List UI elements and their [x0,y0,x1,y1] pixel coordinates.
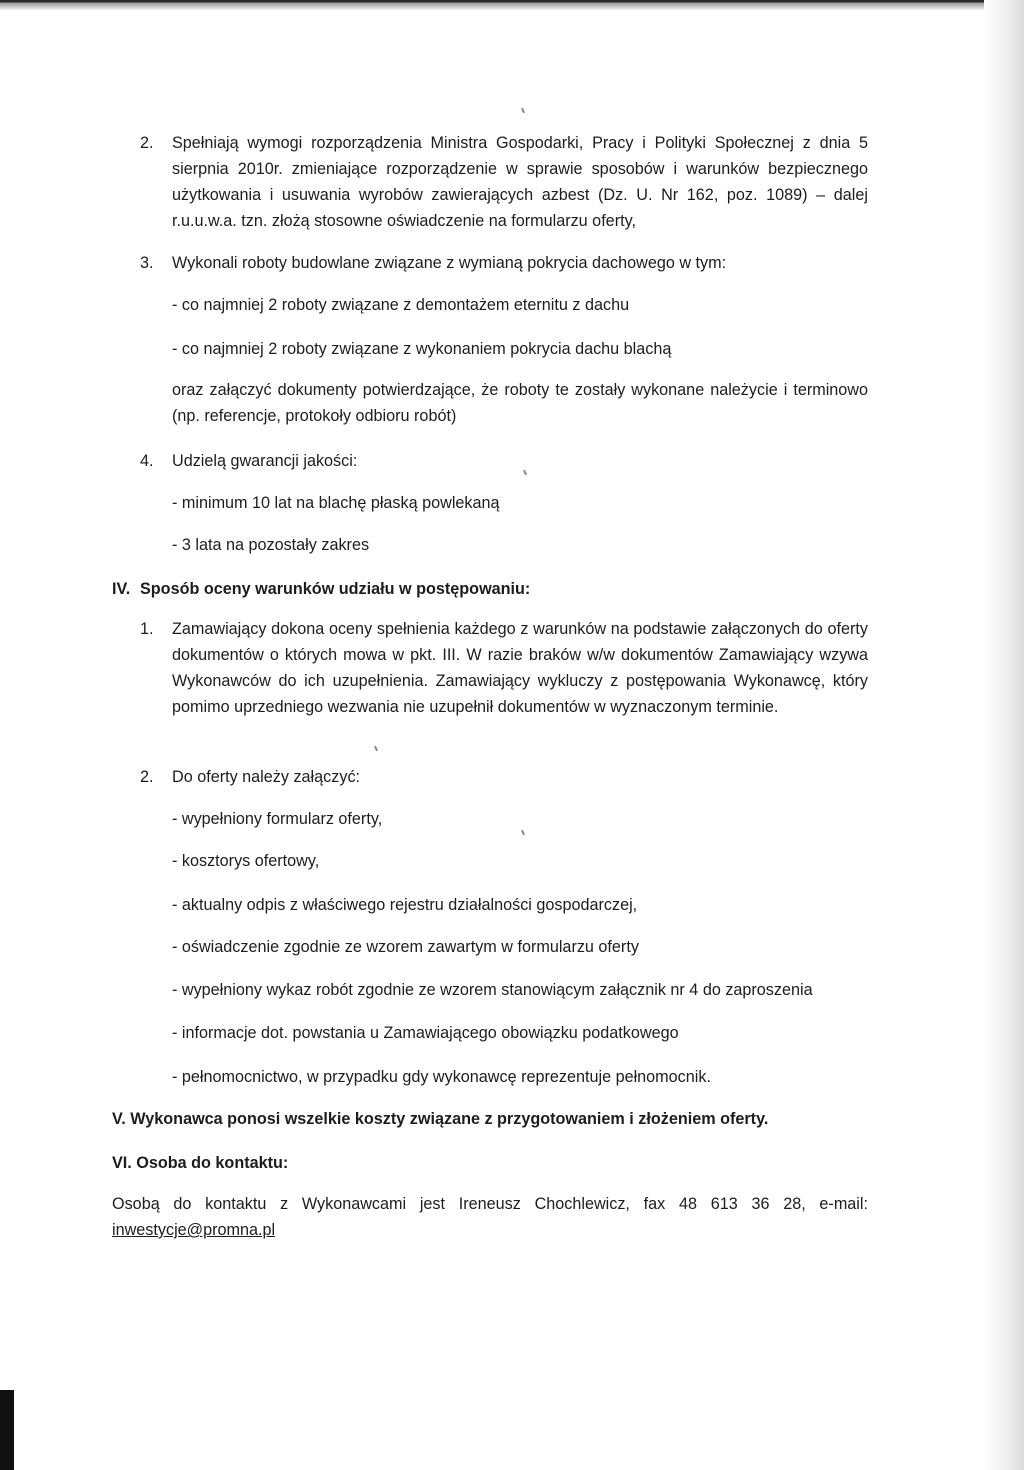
sub-item: - aktualny odpis z właściwego rejestru działalności gospodarczej, [172,896,638,914]
item-note: oraz załączyć dokumenty potwierdzające, że roboty te zostały wykonane należycie i terminowo (np. referencje, protokoły odbioru robót) [172,381,868,425]
sub-item: - wypełniony formularz oferty, [172,810,383,828]
item-number: 2. [140,134,154,152]
item-text: Udzielą gwarancji jakości: [172,452,358,470]
sub-item: - oświadczenie zgodnie ze wzorem zawartym w formularzu oferty [172,938,639,956]
item-text: Do oferty należy załączyć: [172,768,361,786]
sub-item: - 3 lata na pozostały zakres [172,536,370,554]
section-numeral: IV. [112,580,131,598]
item-number: 2. [140,768,154,786]
item-number: 1. [140,620,154,638]
scan-speck [521,108,525,113]
sub-item: - wypełniony wykaz robót zgodnie ze wzorem stanowiącym załącznik nr 4 do zaproszenia [172,981,813,999]
scan-speck [374,746,378,751]
sub-item: - minimum 10 lat na blachę płaską powlekaną [172,494,500,512]
contact-email-link[interactable]: inwestycje@promna.pl [112,1221,276,1239]
sub-item: - kosztorys ofertowy, [172,852,320,870]
contact-text: Osobą do kontaktu z Wykonawcami jest Ireneusz Chochlewicz, fax 48 613 36 28, e-mail: [112,1195,868,1213]
item-text: Zamawiający dokona oceny spełnienia każdego z warunków na podstawie załączonych do oferty dokumentów o których mowa w pkt. III. W razie braków w/w dokumentów Zamawiający wzywa Wykonawców do ich uzupełnienia. Zamawiający wykluczy z postępowania Wykonawcę, który pomimo uprzedniego wezwania nie uzupełnił dokumentów w wyznaczonym terminie. [172,620,868,716]
section-vi-title: VI. Osoba do kontaktu: [112,1154,289,1172]
section-title: Sposób oceny warunków udziału w postępowaniu: [140,580,531,598]
item-text: Spełniają wymogi rozporządzenia Ministra Gospodarki, Pracy i Polityki Społecznej z dnia 5 sierpnia 2010r. zmieniające rozporządzenie w sprawie sposobów i warunków bezpiecznego użytkowania i usuwania wyrobów zawierających azbest (Dz. U. Nr 162, poz. 1089) – dalej r.u.u.w.a. tzn. złożą stosowne oświadczenie na formularzu oferty, [172,134,868,230]
sub-item: - informacje dot. powstania u Zamawiającego obowiązku podatkowego [172,1024,679,1042]
section-v-text: V. Wykonawca ponosi wszelkie koszty związane z przygotowaniem i złożeniem oferty. [112,1110,769,1128]
sub-item: - co najmniej 2 roboty związane z wykonaniem pokrycia dachu blachą [172,340,672,358]
item-number: 3. [140,254,154,272]
sub-item: - pełnomocnictwo, w przypadku gdy wykonawcę reprezentuje pełnomocnik. [172,1068,711,1086]
sub-item: - co najmniej 2 roboty związane z demontażem eternitu z dachu [172,296,630,314]
item-number: 4. [140,452,154,470]
item-text: Wykonali roboty budowlane związane z wymianą pokrycia dachowego w tym: [172,254,727,272]
